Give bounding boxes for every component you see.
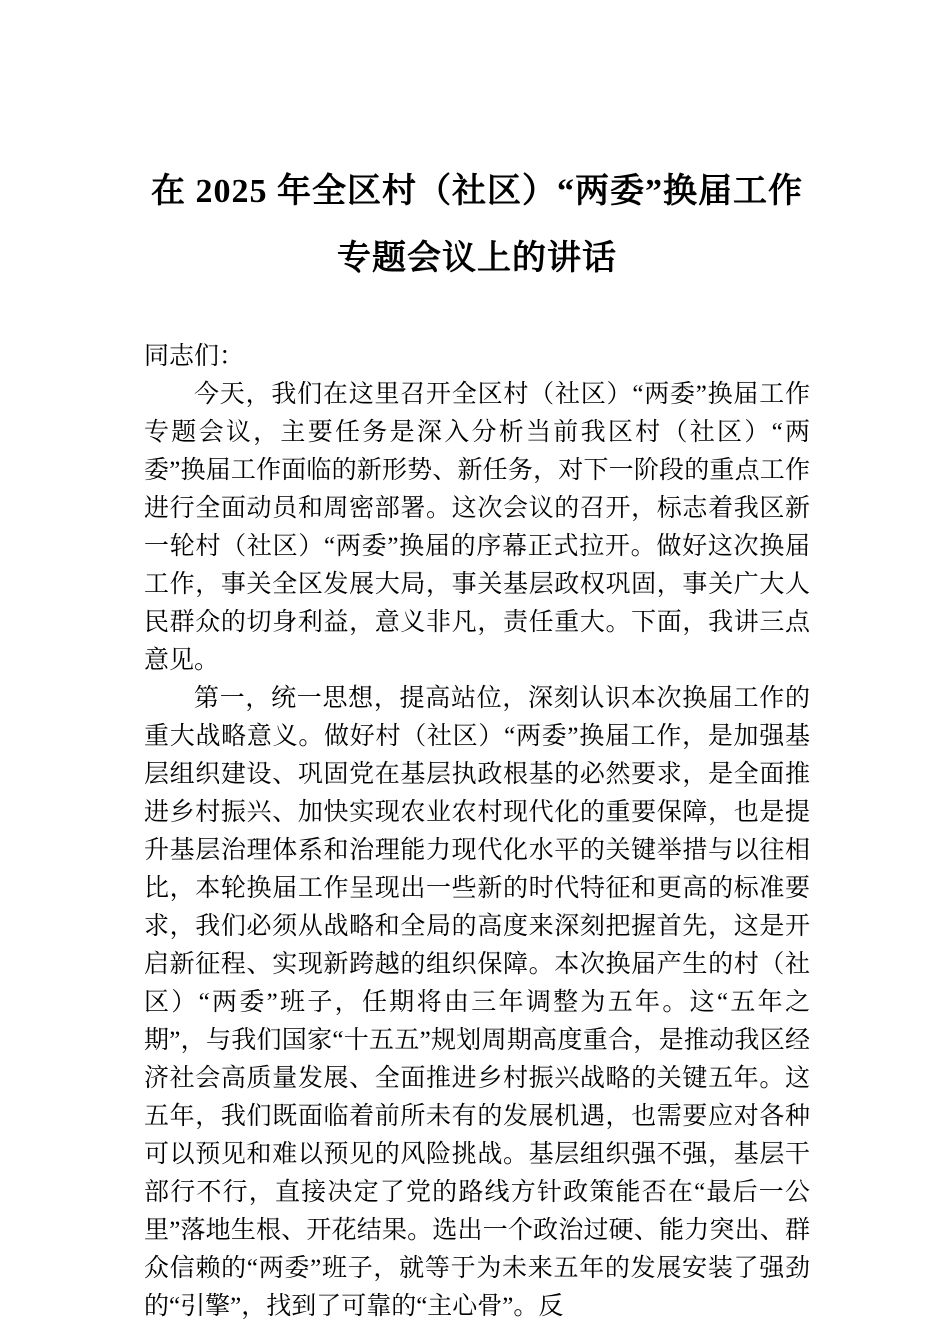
document-title <box>144 158 810 292</box>
document-title-line-2: 专题会议上的讲话 <box>337 240 617 277</box>
salutation: 同志们： <box>144 343 245 370</box>
paragraph-first-point: 第一，统一思想，提高站位，深刻认识本次换届工作的重大战略意义。做好村（社区）“两委”换届工作，是加强基层组织建设、巩固党在基层执政根基的必然要求，是全面推进乡村振兴、加快实现农业农村现代化的重要保障，也是提升基层治理体系和治理能力现代化水平的关键举措与以往相比，本轮换届工作呈现出一些新的时代特征和更高的标准要求，我们必须从战略和全局的高度来深刻把握首先，这是开启新征程、实现新跨越的组织保障。本次换届产生的村（社区）“两委”班子，任期将由三年调整为五年。这“五年之期”，与我们国家“十五五”规划周期高度重合，是推动我区经济社会高质量发展、全面推进乡村振兴战略的关键五年。这五年，我们既面临着前所未有的发展机遇，也需要应对各种可以预见和难以预见的风险挑战。基层组织强不强，基层干部行不行，直接决定了党的路线方针政策能否在“最后一公里”落地生根、开花结果。选出一个政治过硬、能力突出、群众信赖的“两委”班子，就等于为未来五年的发展安装了强劲的“引擎”，找到了可靠的“主心骨”。反 <box>144 685 810 1320</box>
document-body <box>144 338 810 1326</box>
document-title-line-1: 在 2025 年全区村（社区）“两委”换届工作 <box>151 173 803 210</box>
paragraph-opening: 今天，我们在这里召开全区村（社区）“两委”换届工作专题会议，主要任务是深入分析当前我区村（社区）“两委”换届工作面临的新形势、新任务，对下一阶段的重点工作进行全面动员和周密部署。这次会议的召开，标志着我区新一轮村（社区）“两委”换届的序幕正式拉开。做好这次换届工作，事关全区发展大局，事关基层政权巩固，事关广大人民群众的切身利益，意义非凡，责任重大。下面，我讲三点意见。 <box>144 381 810 674</box>
